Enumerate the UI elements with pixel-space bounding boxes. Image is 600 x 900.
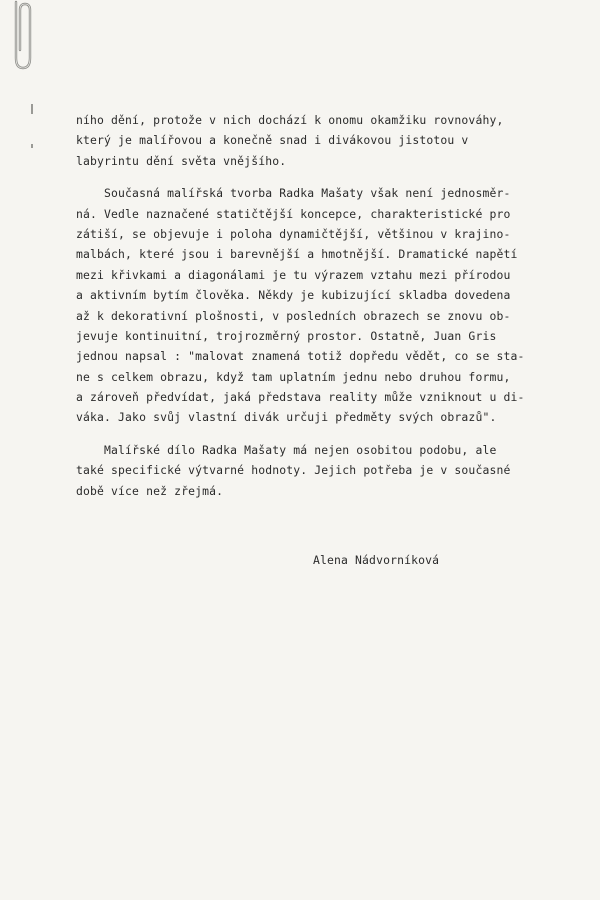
text-line: ne s celkem obrazu, když tam uplatním jednu nebo druhou formu,	[76, 369, 511, 384]
paragraph-gap	[76, 171, 576, 183]
margin-mark	[31, 144, 33, 148]
text-line: také specifické výtvarné hodnoty. Jejich potřeba je v současné	[76, 463, 511, 478]
text-line: ná. Vedle naznačené statičtější koncepce, charakteristické pro	[76, 206, 511, 221]
text-line: který je malířovou a konečně snad i divákovou jistotou v	[76, 133, 469, 148]
text-line: až k dekorativní plošnosti, v posledních obrazech se znovu ob-	[76, 308, 511, 323]
paragraph-gap	[76, 428, 576, 440]
typewritten-text	[76, 110, 576, 501]
paragraph	[76, 183, 576, 428]
text-line: jevuje kontinuitní, trojrozměrný prostor. Ostatně, Juan Gris	[76, 328, 497, 343]
margin-mark	[31, 104, 33, 114]
paperclip-icon	[6, 0, 36, 72]
text-line: váka. Jako svůj vlastní divák určuji předměty svých obrazů".	[76, 410, 497, 425]
paragraph	[76, 440, 576, 501]
text-line: zátiší, se objevuje i poloha dynamičtější, většinou v krajino-	[76, 226, 511, 241]
text-line: Malířské dílo Radka Mašaty má nejen osobitou podobu, ale	[76, 442, 497, 457]
text-line: době více než zřejmá.	[76, 483, 224, 498]
text-line: mezi křivkami a diagonálami je tu výrazem vztahu mezi přírodou	[76, 267, 511, 282]
text-line: Současná malířská tvorba Radka Mašaty však není jednosměr-	[76, 186, 511, 201]
text-line: a zároveň předvídat, jaká představa reality může vzniknout u di-	[76, 390, 525, 405]
signature-author: Alena Nádvorníková	[313, 553, 440, 567]
text-line: malbách, které jsou i barevnější a hmotnější. Dramatické napětí	[76, 247, 518, 262]
text-line: labyrintu dění světa vnějšího.	[76, 153, 287, 168]
text-line: a aktivním bytím člověka. Někdy je kubizující skladba dovedena	[76, 288, 511, 303]
text-line: jednou napsal : "malovat znamená totiž dopředu vědět, co se sta-	[76, 349, 525, 364]
paragraph	[76, 110, 576, 171]
text-line: ního dění, protože v nich dochází k onomu okamžiku rovnováhy,	[76, 113, 504, 127]
